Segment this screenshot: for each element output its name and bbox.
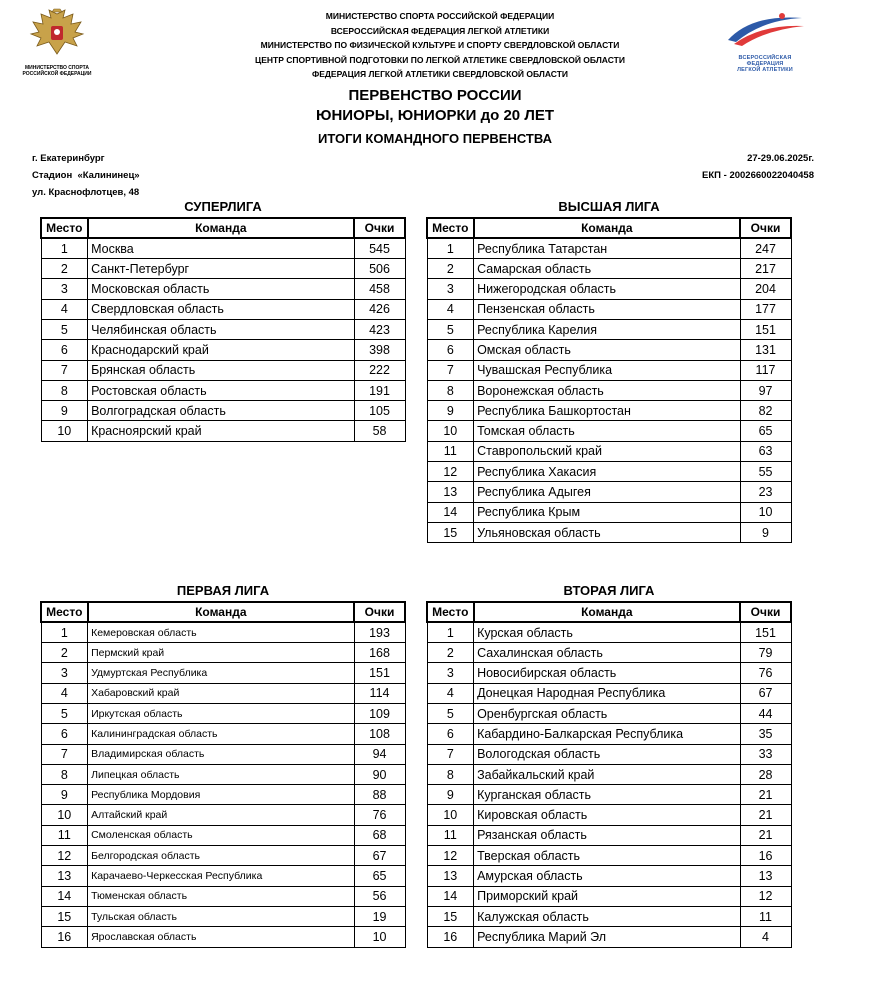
team-cell: Новосибирская область [474,663,740,683]
table-row [41,622,405,642]
points-cell: 16 [740,846,791,866]
place-cell: 11 [41,825,88,845]
place-cell: 11 [427,825,474,845]
place-cell: 5 [427,703,474,723]
points-cell: 204 [740,279,791,299]
place-cell: 2 [41,259,88,279]
table-header-row [41,602,405,622]
table-row [41,764,405,784]
team-cell: Республика Крым [474,502,740,522]
team-cell: Тверская область [474,846,740,866]
table-row [427,886,791,906]
team-cell: Кабардино-Балкарская Республика [474,724,740,744]
points-cell: 191 [354,380,405,400]
place-cell: 4 [427,299,474,319]
place-cell: 12 [41,846,88,866]
table-row [41,825,405,845]
points-cell: 247 [740,238,791,258]
table-row [41,886,405,906]
table-row [41,866,405,886]
points-cell: 76 [354,805,405,825]
table-row [41,401,405,421]
place-cell: 7 [41,360,88,380]
team-cell: Москва [88,238,354,258]
team-cell: Сахалинская область [474,643,740,663]
stadium: Стадион «Калининец» [32,170,140,181]
table-row [427,724,791,744]
points-cell: 506 [354,259,405,279]
column-header-team: Команда [474,602,740,622]
caption-line: РОССИЙСКОЙ ФЕДЕРАЦИИ [22,71,92,77]
table-row [427,785,791,805]
team-cell: Республика Хакасия [474,462,740,482]
points-cell: 97 [740,380,791,400]
table-row [41,643,405,663]
points-cell: 398 [354,340,405,360]
results-title: ИТОГИ КОМАНДНОГО ПЕРВЕНСТВА [318,131,552,146]
place-cell: 3 [427,279,474,299]
ministry-logo-caption [22,65,92,77]
points-cell: 426 [354,299,405,319]
team-cell: Тульская область [88,906,354,926]
organizer-line: ВСЕРОССИЙСКАЯ ФЕДЕРАЦИЯ ЛЕГКОЙ АТЛЕТИКИ [330,25,550,36]
place-cell: 10 [41,805,88,825]
city: г. Екатеринбург [32,153,105,164]
place-cell: 15 [41,906,88,926]
team-cell: Республика Башкортостан [474,401,740,421]
points-cell: 28 [740,764,791,784]
table-row [427,482,791,502]
table-row [41,927,405,947]
table-row [427,622,791,642]
place-cell: 8 [427,764,474,784]
table-row [41,259,405,279]
team-cell: Свердловская область [88,299,354,319]
federation-logo-caption [722,55,808,73]
column-header-place: Место [427,602,474,622]
points-cell: 131 [740,340,791,360]
team-cell: Волгоградская область [88,401,354,421]
points-cell: 76 [740,663,791,683]
team-cell: Ростовская область [88,380,354,400]
team-cell: Воронежская область [474,380,740,400]
points-cell: 109 [354,703,405,723]
table-row [427,866,791,886]
table-row [41,340,405,360]
points-cell: 117 [740,360,791,380]
points-cell: 423 [354,319,405,339]
points-cell: 108 [354,724,405,744]
points-cell: 88 [354,785,405,805]
table-row [427,421,791,441]
place-cell: 10 [41,421,88,441]
table-row [41,744,405,764]
team-cell: Амурская область [474,866,740,886]
team-cell: Приморский край [474,886,740,906]
points-cell: 545 [354,238,405,258]
table-row [427,522,791,542]
points-cell: 193 [354,622,405,642]
place-cell: 10 [427,421,474,441]
table-row [427,927,791,947]
place-cell: 6 [427,340,474,360]
table-row [41,319,405,339]
team-cell: Алтайский край [88,805,354,825]
team-cell: Краснодарский край [88,340,354,360]
table-row [427,340,791,360]
points-cell: 33 [740,744,791,764]
team-cell: Курганская область [474,785,740,805]
team-cell: Рязанская область [474,825,740,845]
place-cell: 2 [427,259,474,279]
points-cell: 67 [740,683,791,703]
points-cell: 35 [740,724,791,744]
organizers-block [180,9,700,82]
points-cell: 177 [740,299,791,319]
place-cell: 8 [41,380,88,400]
place-cell: 1 [427,622,474,642]
organizer-line: МИНИСТЕРСТВО СПОРТА РОССИЙСКОЙ ФЕДЕРАЦИИ [325,11,555,21]
team-cell: Чувашская Республика [474,360,740,380]
place-cell: 8 [41,764,88,784]
athletics-federation-logo [722,10,808,73]
table-header-row [427,602,791,622]
page-title: ПЕРВЕНСТВО РОССИИ [348,87,522,104]
team-cell: Республика Марий Эл [474,927,740,947]
table-header-row [41,218,405,238]
points-cell: 105 [354,401,405,421]
team-cell: Оренбургская область [474,703,740,723]
table-row [427,663,791,683]
table-row [427,238,791,258]
team-cell: Хабаровский край [88,683,354,703]
table-row [427,683,791,703]
place-cell: 15 [427,522,474,542]
table-row [427,259,791,279]
place-cell: 4 [41,683,88,703]
team-cell: Белгородская область [88,846,354,866]
table-row [427,764,791,784]
points-cell: 217 [740,259,791,279]
points-cell: 222 [354,360,405,380]
table-row [41,279,405,299]
team-cell: Ярославская область [88,927,354,947]
points-cell: 90 [354,764,405,784]
points-cell: 168 [354,643,405,663]
points-cell: 21 [740,825,791,845]
team-cell: Республика Мордовия [88,785,354,805]
vtoraya-title: ВТОРАЯ ЛИГА [563,583,655,598]
team-cell: Вологодская область [474,744,740,764]
table-row [41,906,405,926]
team-cell: Республика Адыгея [474,482,740,502]
team-cell: Донецкая Народная Республика [474,683,740,703]
team-cell: Пермский край [88,643,354,663]
team-cell: Республика Татарстан [474,238,740,258]
team-cell: Тюменская область [88,886,354,906]
place-cell: 7 [427,744,474,764]
coat-of-arms-icon [27,8,87,58]
table-row [427,441,791,461]
table-row [427,502,791,522]
team-cell: Удмуртская Республика [88,663,354,683]
place-cell: 1 [41,622,88,642]
team-cell: Самарская область [474,259,740,279]
team-cell: Липецкая область [88,764,354,784]
address: ул. Краснофлотцев, 48 [32,187,140,198]
table-row [41,805,405,825]
place-cell: 16 [41,927,88,947]
event-info [702,150,814,184]
venue-info [32,150,140,201]
table-row [427,299,791,319]
organizer-line: МИНИСТЕРСТВО ПО ФИЗИЧЕСКОЙ КУЛЬТУРЕ И СПОРТУ СВЕРДЛОВСКОЙ ОБЛАСТИ [260,40,620,50]
table-header-row [427,218,791,238]
place-cell: 3 [427,663,474,683]
column-header-points: Очки [740,218,791,238]
points-cell: 11 [740,906,791,926]
points-cell: 82 [740,401,791,421]
points-cell: 19 [354,906,405,926]
points-cell: 55 [740,462,791,482]
table-row [41,663,405,683]
table-row [427,401,791,421]
place-cell: 8 [427,380,474,400]
place-cell: 13 [41,866,88,886]
points-cell: 12 [740,886,791,906]
team-cell: Брянская область [88,360,354,380]
place-cell: 4 [427,683,474,703]
team-cell: Санкт-Петербург [88,259,354,279]
points-cell: 23 [740,482,791,502]
place-cell: 13 [427,866,474,886]
points-cell: 65 [354,866,405,886]
ekp-number: ЕКП - 2002660022040458 [702,170,814,181]
column-header-team: Команда [88,218,354,238]
team-cell: Пензенская область [474,299,740,319]
table-row [427,744,791,764]
table-row [427,380,791,400]
column-header-team: Команда [474,218,740,238]
points-cell: 68 [354,825,405,845]
column-header-points: Очки [740,602,791,622]
place-cell: 3 [41,279,88,299]
place-cell: 4 [41,299,88,319]
team-cell: Калининградская область [88,724,354,744]
event-dates: 27-29.06.2025г. [747,153,814,164]
caption-line: МИНИСТЕРСТВО СПОРТА [24,65,90,71]
team-cell: Красноярский край [88,421,354,441]
place-cell: 14 [427,886,474,906]
table-row [427,906,791,926]
table-row [41,421,405,441]
table-row [41,238,405,258]
team-cell: Иркутская область [88,703,354,723]
place-cell: 6 [427,724,474,744]
points-cell: 13 [740,866,791,886]
ministry-logo [22,8,92,77]
place-cell: 1 [41,238,88,258]
table-row [41,683,405,703]
points-cell: 79 [740,643,791,663]
table-row [41,846,405,866]
team-cell: Челябинская область [88,319,354,339]
team-cell: Карачаево-Черкесская Республика [88,866,354,886]
organizer-line: ЦЕНТР СПОРТИВНОЙ ПОДГОТОВКИ ПО ЛЕГКОЙ АТЛЕТИКЕ СВЕРДЛОВСКОЙ ОБЛАСТИ [255,54,625,65]
column-header-points: Очки [354,602,405,622]
place-cell: 5 [427,319,474,339]
points-cell: 56 [354,886,405,906]
points-cell: 151 [740,622,791,642]
points-cell: 458 [354,279,405,299]
table-row [427,846,791,866]
place-cell: 2 [427,643,474,663]
team-cell: Нижегородская область [474,279,740,299]
place-cell: 5 [41,319,88,339]
table-row [41,380,405,400]
page-subtitle: ЮНИОРЫ, ЮНИОРКИ до 20 ЛЕТ [315,107,555,124]
table-row [427,360,791,380]
points-cell: 10 [740,502,791,522]
superliga-title: СУПЕРЛИГА [184,199,262,214]
points-cell: 151 [740,319,791,339]
table-row [427,825,791,845]
column-header-place: Место [427,218,474,238]
table-row [41,360,405,380]
points-cell: 10 [354,927,405,947]
points-cell: 67 [354,846,405,866]
place-cell: 14 [427,502,474,522]
table-row [427,319,791,339]
place-cell: 9 [427,785,474,805]
column-header-points: Очки [354,218,405,238]
place-cell: 9 [41,401,88,421]
team-cell: Забайкальский край [474,764,740,784]
column-header-place: Место [41,218,88,238]
column-header-team: Команда [88,602,354,622]
vysshaya-title: ВЫСШАЯ ЛИГА [558,199,660,214]
vtoraya-table [426,601,792,948]
superliga-table [40,217,406,442]
points-cell: 9 [740,522,791,542]
table-row [41,299,405,319]
table-row [427,279,791,299]
team-cell: Омская область [474,340,740,360]
table-row [427,703,791,723]
points-cell: 44 [740,703,791,723]
table-row [427,462,791,482]
table-row [41,724,405,744]
place-cell: 9 [41,785,88,805]
place-cell: 12 [427,462,474,482]
place-cell: 1 [427,238,474,258]
organizer-line: ФЕДЕРАЦИЯ ЛЕГКОЙ АТЛЕТИКИ СВЕРДЛОВСКОЙ ОБЛАСТИ [311,69,569,79]
points-cell: 21 [740,805,791,825]
team-cell: Кировская область [474,805,740,825]
place-cell: 5 [41,703,88,723]
team-cell: Калужская область [474,906,740,926]
place-cell: 3 [41,663,88,683]
points-cell: 58 [354,421,405,441]
place-cell: 11 [427,441,474,461]
place-cell: 16 [427,927,474,947]
team-cell: Московская область [88,279,354,299]
team-cell: Республика Карелия [474,319,740,339]
pervaya-title: ПЕРВАЯ ЛИГА [176,583,270,598]
runner-swoosh-icon [722,10,808,50]
team-cell: Курская область [474,622,740,642]
team-cell: Ставропольский край [474,441,740,461]
vysshaya-table [426,217,792,543]
team-cell: Кемеровская область [88,622,354,642]
column-header-place: Место [41,602,88,622]
place-cell: 12 [427,846,474,866]
table-row [41,703,405,723]
points-cell: 65 [740,421,791,441]
caption-line: ВСЕРОССИЙСКАЯ ФЕДЕРАЦИЯ [738,55,792,67]
pervaya-table [40,601,406,948]
place-cell: 13 [427,482,474,502]
place-cell: 14 [41,886,88,906]
table-row [41,785,405,805]
place-cell: 6 [41,724,88,744]
points-cell: 151 [354,663,405,683]
place-cell: 7 [427,360,474,380]
place-cell: 10 [427,805,474,825]
team-cell: Ульяновская область [474,522,740,542]
place-cell: 9 [427,401,474,421]
table-row [427,805,791,825]
caption-line: ЛЕГКОЙ АТЛЕТИКИ [737,67,793,73]
place-cell: 15 [427,906,474,926]
team-cell: Владимирская область [88,744,354,764]
points-cell: 94 [354,744,405,764]
table-row [427,643,791,663]
place-cell: 6 [41,340,88,360]
team-cell: Томская область [474,421,740,441]
place-cell: 2 [41,643,88,663]
place-cell: 7 [41,744,88,764]
points-cell: 4 [740,927,791,947]
points-cell: 114 [354,683,405,703]
team-cell: Смоленская область [88,825,354,845]
points-cell: 63 [740,441,791,461]
points-cell: 21 [740,785,791,805]
